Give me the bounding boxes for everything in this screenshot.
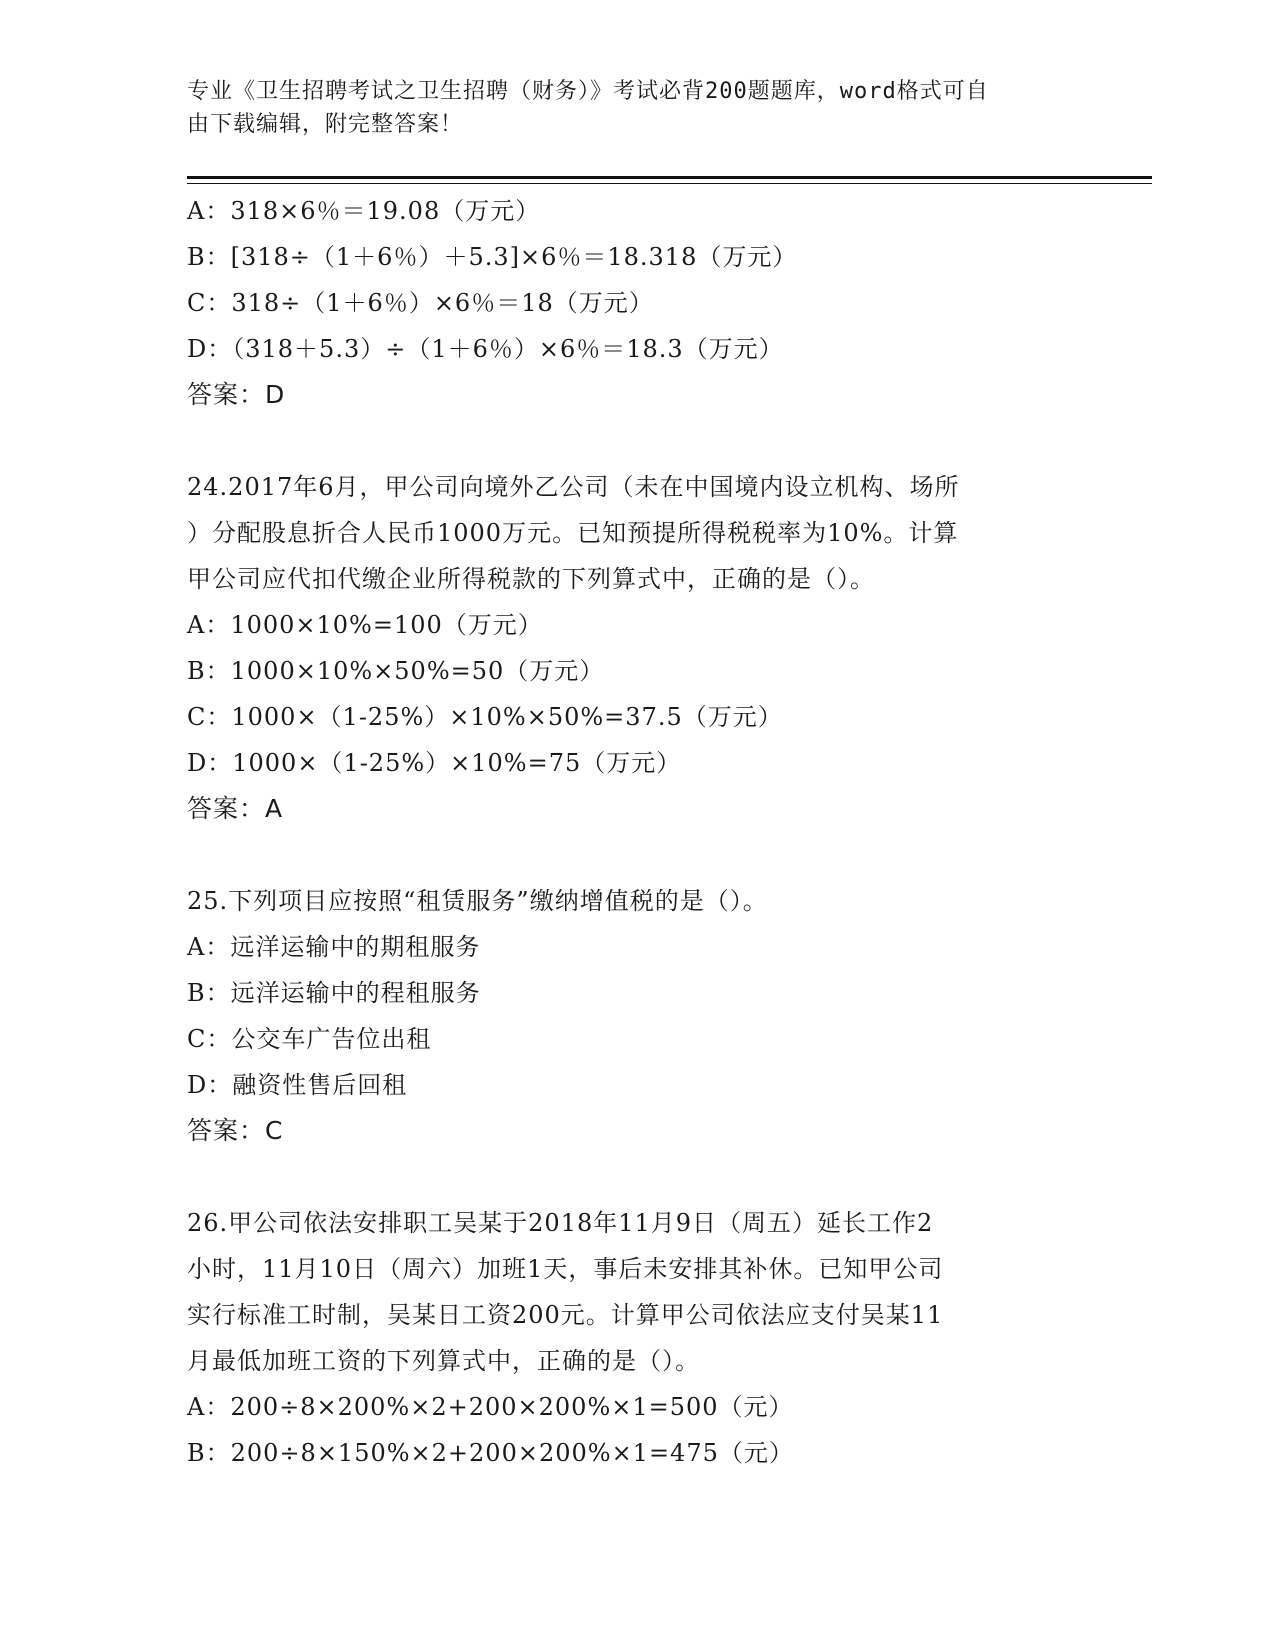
option-d: D：融资性售后回租 bbox=[187, 1071, 408, 1099]
question-text-line: 24.2017年6月，甲公司向境外乙公司（未在中国境内设立机构、场所 bbox=[187, 473, 960, 501]
header-divider-thin bbox=[187, 183, 1152, 184]
question-content bbox=[187, 188, 1087, 1476]
option-d: D：1000×（1-25%）×10%=75（万元） bbox=[187, 749, 682, 777]
question-text-line: 实行标准工时制，吴某日工资200元。计算甲公司依法应支付吴某11 bbox=[187, 1301, 944, 1329]
question-text-line: ）分配股息折合人民币1000万元。已知预提所得税税率为10%。计算 bbox=[187, 519, 959, 547]
question-26-block bbox=[187, 1200, 1087, 1476]
question-text-line: 25.下列项目应按照“租赁服务”缴纳增值税的是（）。 bbox=[187, 887, 768, 915]
option-a: A：1000×10%=100（万元） bbox=[187, 611, 543, 639]
header-divider-thick bbox=[187, 176, 1152, 179]
option-d: D：（318＋5.3）÷（1＋6％）×6％＝18.3（万元） bbox=[187, 335, 784, 363]
header-line-1: 专业《卫生招聘考试之卫生招聘（财务）》考试必背200题题库，word格式可自 bbox=[187, 79, 989, 104]
option-c: C：1000×（1-25%）×10%×50%=37.5（万元） bbox=[187, 703, 783, 731]
option-c: C：318÷（1＋6％）×6％＝18（万元） bbox=[187, 289, 654, 317]
option-a: A：200÷8×200%×2+200×200%×1=500（元） bbox=[187, 1393, 794, 1421]
option-a: A：318×6％＝19.08（万元） bbox=[187, 197, 541, 225]
question-23-block bbox=[187, 188, 1087, 418]
question-text-line: 月最低加班工资的下列算式中，正确的是（）。 bbox=[187, 1347, 700, 1375]
option-b: B：200÷8×150%×2+200×200%×1=475（元） bbox=[187, 1439, 794, 1467]
option-c: C：公交车广告位出租 bbox=[187, 1025, 432, 1053]
option-b: B：1000×10%×50%=50（万元） bbox=[187, 657, 605, 685]
answer-line: 答案：D bbox=[187, 380, 286, 409]
answer-line: 答案：A bbox=[187, 794, 284, 823]
question-24-block bbox=[187, 464, 1087, 832]
option-b: B：远洋运输中的程租服务 bbox=[187, 979, 481, 1007]
option-b: B：[318÷（1＋6％）＋5.3]×6％＝18.318（万元） bbox=[187, 243, 798, 271]
question-text-line: 甲公司应代扣代缴企业所得税款的下列算式中，正确的是（）。 bbox=[187, 565, 875, 593]
document-header bbox=[187, 75, 1067, 141]
header-line-2: 由下载编辑，附完整答案！ bbox=[187, 112, 464, 137]
question-text-line: 小时，11月10日（周六）加班1天，事后未安排其补休。已知甲公司 bbox=[187, 1255, 944, 1283]
option-a: A：远洋运输中的期租服务 bbox=[187, 933, 481, 961]
question-25-block bbox=[187, 878, 1087, 1154]
question-text-line: 26.甲公司依法安排职工吴某于2018年11月9日（周五）延长工作2 bbox=[187, 1209, 934, 1237]
answer-line: 答案：C bbox=[187, 1116, 284, 1145]
